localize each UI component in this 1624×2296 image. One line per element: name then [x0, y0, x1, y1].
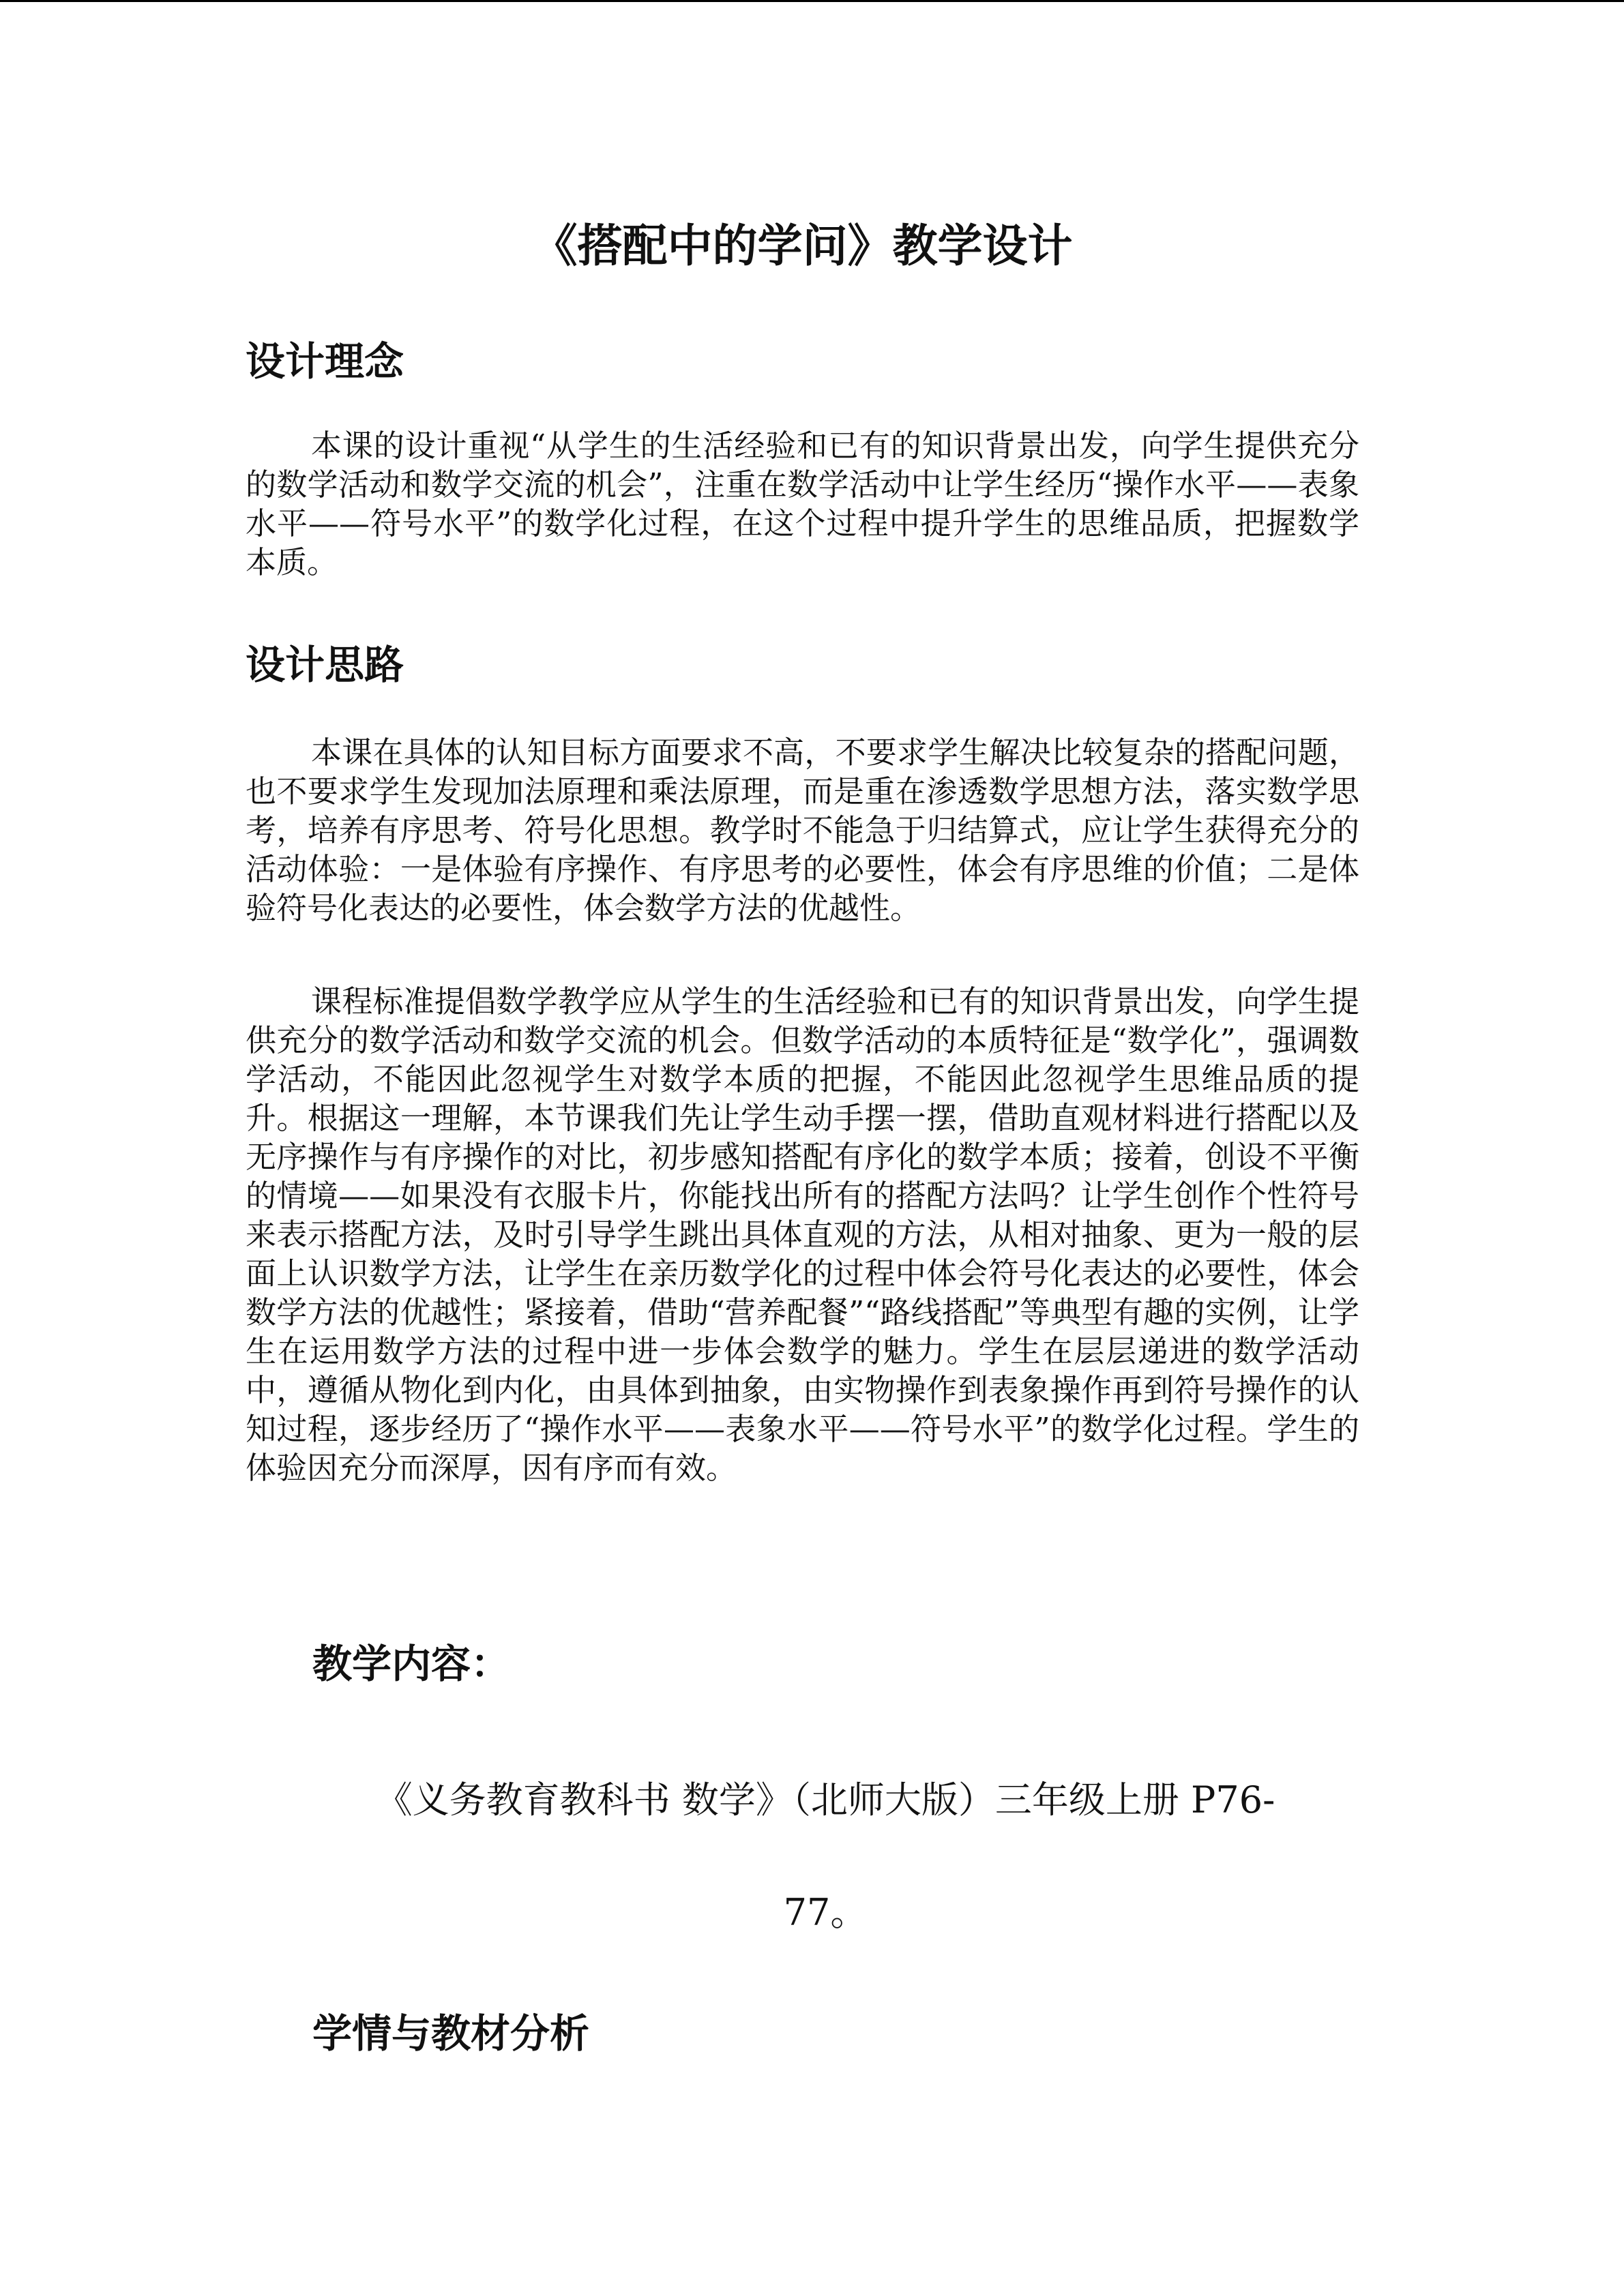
textbook-reference: 《义务教育教科书 数学》（北师大版）三年级上册 P76-77。 — [375, 1778, 1275, 1934]
paragraph-design-approach-2: 课程标准提倡数学教学应从学生的生活经验和已有的知识背景出发，向学生提供充分的数学活动和数学交流的机会。但数学活动的本质特征是“数学化”，强调数学活动，不能因此忽视学生对数学本质的把握，不能因此忽视学生思维品质的提升。根据这一理解，本节课我们先让学生动手摆一摆，借助直观材料进行搭配以及无序操作与有序操作的对比，初步感知搭配有序化的数学本质；接着，创设不平衡的情境——如果没有衣服卡片，你能找出所有的搭配方法吗？让学生创作个性符号来表示搭配方法，及时引导学生跳出具体直观的方法，从相对抽象、更为一般的层面上认识数学方法，让学生在亲历数学化的过程中体会符号化表达的必要性，体会数学方法的优越性；紧接着，借助“营养配餐”“路线搭配”等典型有趣的实例，让学生在运用数学方法的过程中进一步体会数学的魅力。学生在层层递进的数学活动中，遵循从物化到内化，由具体到抽象，由实物操作到表象操作再到符号操作的认知过程，逐步经历了“操作水平——表象水平——符号水平”的数学化过程。学生的体验因充分而深厚，因有序而有效。 — [246, 983, 1359, 1486]
document-title: 《搭配中的学问》教学设计 — [532, 219, 1073, 272]
section-heading-teaching-content: 教学内容： — [312, 1641, 511, 1687]
section-heading-learner-analysis: 学情与教材分析 — [312, 2010, 590, 2057]
section-heading-design-approach: 设计思路 — [246, 642, 404, 688]
section-heading-design-concept: 设计理念 — [246, 338, 404, 385]
paragraph-design-approach-1: 本课在具体的认知目标方面要求不高，不要求学生解决比较复杂的搭配问题，也不要求学生发现加法原理和乘法原理，而是重在渗透数学思想方法，落实数学思考，培养有序思考、符号化思想。教学时不能急于归结算式，应让学生获得充分的活动体验：一是体验有序操作、有序思考的必要性，体会有序思维的价值；二是体验符号化表达的必要性，体会数学方法的优越性。 — [246, 734, 1359, 926]
top-border-line — [0, 0, 1624, 2]
paragraph-design-concept: 本课的设计重视“从学生的生活经验和已有的知识背景出发，向学生提供充分的数学活动和数学交流的机会”，注重在数学活动中让学生经历“操作水平——表象水平——符号水平”的数学化过程，在这个过程中提升学生的思维品质，把握数学本质。 — [246, 428, 1359, 580]
